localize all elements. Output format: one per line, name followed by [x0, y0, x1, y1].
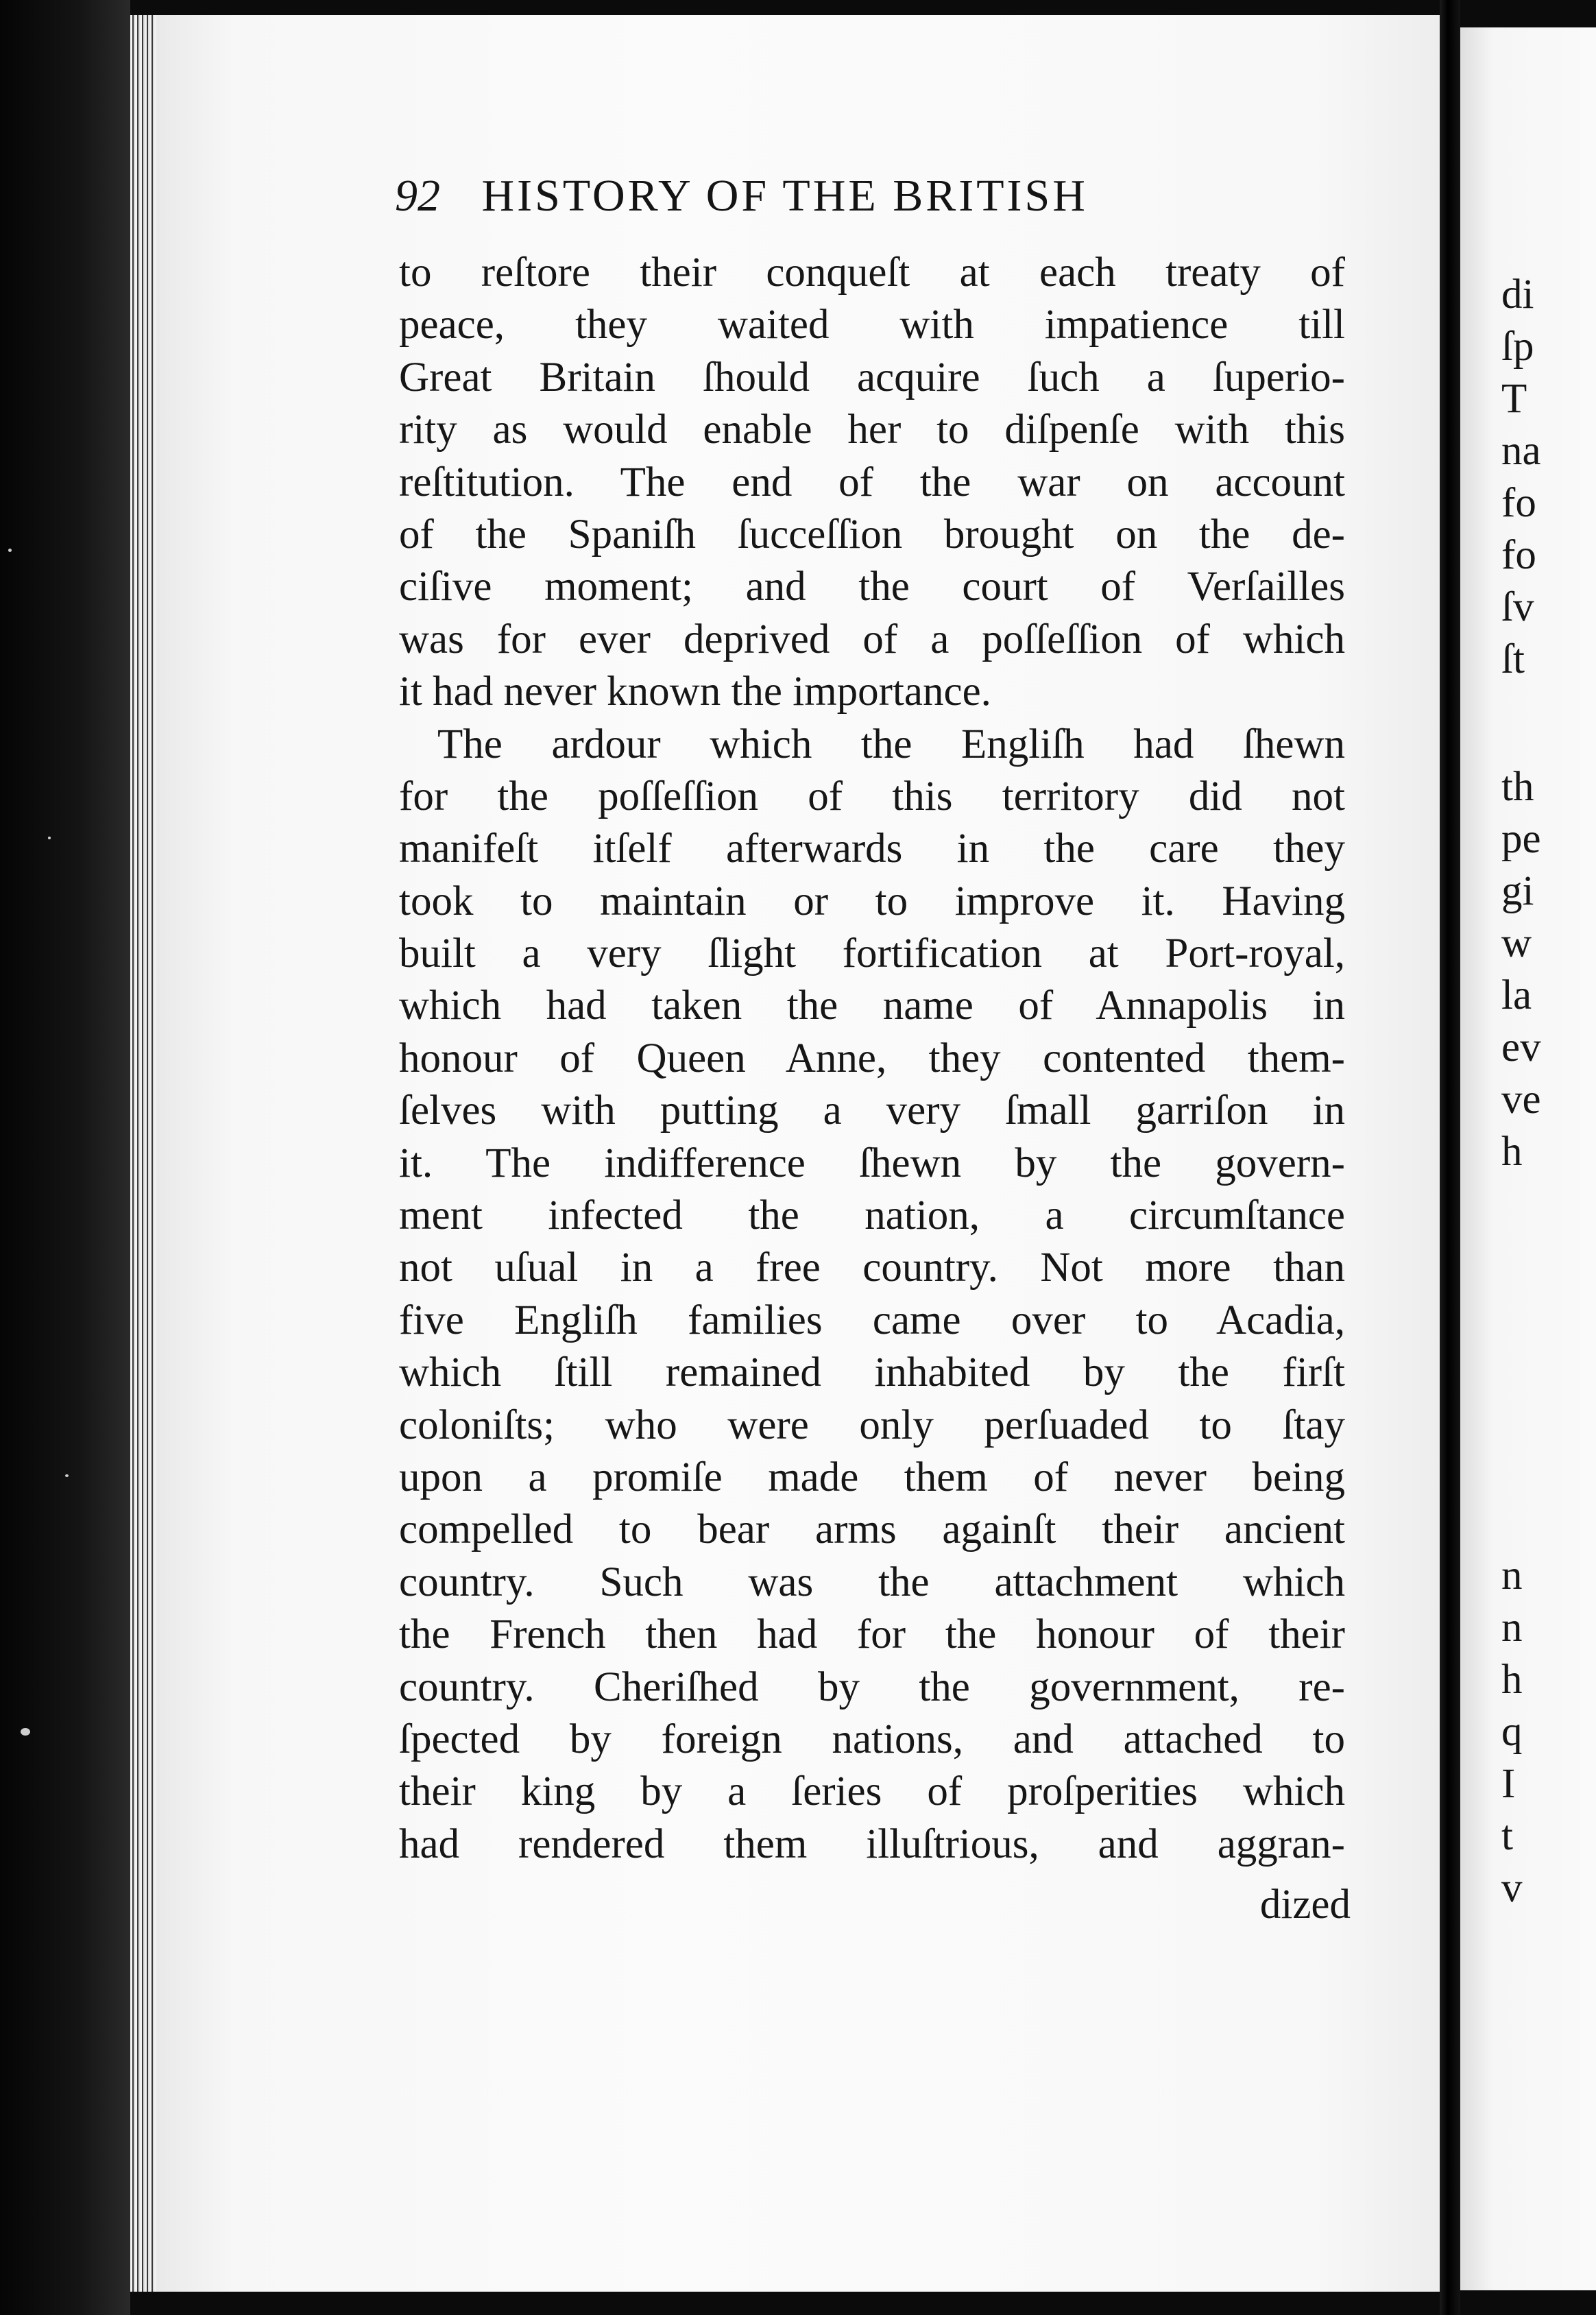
page-header [395, 170, 1218, 232]
paragraph [399, 719, 1345, 1871]
stacked-page-edges [130, 15, 159, 2292]
text-line: took to maintain or to improve it. Having [399, 878, 1345, 924]
text-line: country. Cheriſhed by the government, re- [399, 1664, 1345, 1710]
dust-speck [8, 549, 12, 552]
dust-speck [21, 1728, 30, 1736]
facing-page-fragment: w [1501, 920, 1532, 966]
text-line: for the poſſeſſion of this territory did not [399, 773, 1345, 819]
facing-page-fragment: ſv [1501, 584, 1534, 630]
text-line: the French then had for the honour of their [399, 1611, 1345, 1658]
dust-speck [65, 1474, 69, 1477]
text-line: ment infected the nation, a circumſtance [399, 1192, 1345, 1239]
running-head: HISTORY OF THE BRITISH [481, 171, 1088, 221]
facing-page-fragment: fo [1501, 532, 1536, 578]
facing-page-fragment: gi [1501, 868, 1534, 914]
facing-page-fragment: h [1501, 1657, 1523, 1703]
text-line: rity as would enable her to diſpenſe with this [399, 407, 1345, 453]
page-number: 92 [395, 171, 440, 221]
facing-page-fragment: I [1501, 1761, 1516, 1807]
text-line: upon a promiſe made them of never being [399, 1454, 1345, 1500]
facing-page-fragment: fo [1501, 480, 1536, 526]
text-line: it. The indifference ſhewn by the govern- [399, 1140, 1345, 1186]
dust-speck [48, 837, 51, 839]
facing-page-fragment: n [1501, 1552, 1523, 1598]
text-line: not uſual in a free country. Not more than [399, 1245, 1345, 1291]
facing-page-fragment: v [1501, 1865, 1523, 1911]
text-line: ſelves with putting a very ſmall garriſon in [399, 1088, 1345, 1134]
left-binding-edge [0, 0, 130, 2315]
catchword: dized [1259, 1882, 1351, 1928]
facing-page-fragment: di [1501, 272, 1534, 317]
text-line: peace, they waited with impatience till [399, 302, 1345, 348]
text-line: built a very ſlight fortification at Port-royal, [399, 931, 1345, 977]
facing-page-fragment: ve [1501, 1077, 1541, 1123]
text-line: their king by a ſeries of proſperities which [399, 1768, 1345, 1815]
text-line: had rendered them illuſtrious, and aggran- [399, 1821, 1345, 1867]
body-text [399, 247, 1345, 1871]
text-line: country. Such was the attachment which [399, 1559, 1345, 1605]
facing-page-fragment: na [1501, 428, 1541, 474]
facing-page-fragment: ſt [1501, 636, 1525, 682]
facing-page-fragment: T [1501, 376, 1527, 422]
facing-page-fragment: t [1501, 1813, 1513, 1859]
text-line: coloniſts; who were only perſuaded to ſtay [399, 1402, 1345, 1448]
facing-page-fragment: pe [1501, 816, 1541, 862]
text-line: ciſive moment; and the court of Verſailles [399, 564, 1345, 610]
facing-page [1460, 27, 1596, 2290]
facing-page-fragment: n [1501, 1605, 1523, 1651]
text-line: reſtitution. The end of the war on account [399, 459, 1345, 505]
facing-page-fragment: h [1501, 1129, 1523, 1175]
book-gutter [1440, 0, 1460, 2315]
text-line: was for ever deprived of a poſſeſſion of which [399, 616, 1345, 662]
text-line: The ardour which the Engliſh had ſhewn [437, 721, 1345, 767]
text-line: honour of Queen Anne, they contented them- [399, 1035, 1345, 1081]
facing-page-fragment: th [1501, 764, 1534, 810]
text-line: to reſtore their conqueſt at each treaty of [399, 250, 1345, 296]
text-line: of the Spaniſh ſucceſſion brought on the de- [399, 511, 1345, 557]
facing-page-fragment: ſp [1501, 324, 1534, 370]
text-line: which ſtill remained inhabited by the firſt [399, 1350, 1345, 1396]
text-line: which had taken the name of Annapolis in [399, 983, 1345, 1029]
text-line: ſpected by foreign nations, and attached to [399, 1716, 1345, 1762]
paragraph [399, 247, 1345, 719]
text-line: it had never known the importance. [399, 669, 991, 715]
text-line: manifeſt itſelf afterwards in the care they [399, 826, 1345, 872]
facing-page-fragment: la [1501, 972, 1532, 1018]
text-line: compelled to bear arms againſt their ancient [399, 1507, 1345, 1553]
facing-page-fragment: q [1501, 1709, 1523, 1755]
facing-page-fragment: ev [1501, 1024, 1541, 1070]
text-line: Great Britain ſhould acquire ſuch a ſuperio- [399, 354, 1345, 400]
text-line: five Engliſh families came over to Acadia, [399, 1297, 1345, 1343]
